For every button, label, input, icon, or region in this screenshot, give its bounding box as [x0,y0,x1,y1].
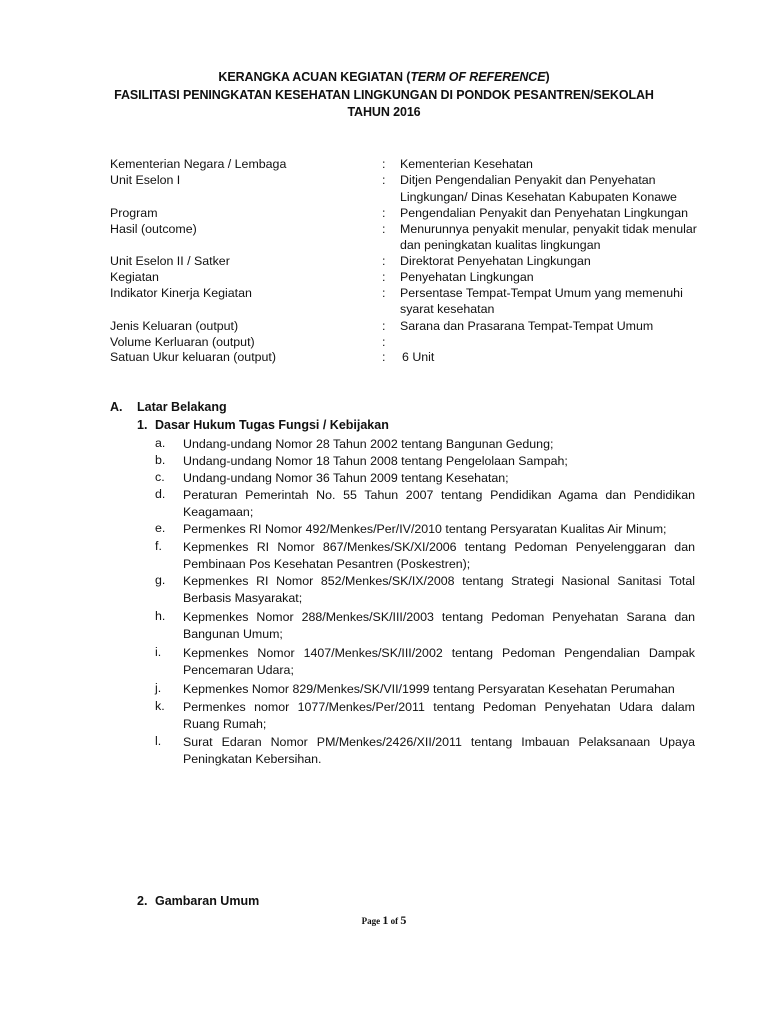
info-value: 6 Unit [402,350,435,364]
info-colon: : [382,173,386,187]
list-item: Kepmenkes Nomor 829/Menkes/SK/VII/1999 tentang Persyaratan Kesehatan Perumahan [183,682,675,696]
info-label: Kegiatan [110,270,159,284]
info-value: Kementerian Kesehatan [400,157,533,171]
page-footer [0,913,768,928]
list-item: Undang-undang Nomor 36 Tahun 2009 tentang Kesehatan; [183,471,509,485]
info-label: Program [110,206,158,220]
info-value: Sarana dan Prasarana Tempat-Tempat Umum [400,319,654,333]
info-label: Unit Eselon II / Satker [110,254,230,268]
info-value-cont: Lingkungan/ Dinas Kesehatan Kabupaten Konawe [400,190,677,204]
info-label: Indikator Kinerja Kegiatan [110,286,252,300]
list-item-letter: e. [155,521,166,535]
list-item: Kepmenkes RI Nomor 867/Menkes/SK/XI/2006 tentang Pedoman Penyelenggaran dan Pembinaan Pos Kesehatan Pesantren (Poskestren); [183,540,695,571]
document-title: KERANGKA ACUAN KEGIATAN (TERM OF REFERENCE) [218,70,550,84]
info-colon: : [382,157,386,171]
list-item-letter: f. [155,539,162,553]
info-colon: : [382,319,386,333]
info-colon: : [382,270,386,284]
list-item: Surat Edaran Nomor PM/Menkes/2426/XII/2011 tentang Imbauan Pelaksanaan Upaya Peningkatan Kebersihan. [183,735,695,766]
document-subtitle: FASILITASI PENINGKATAN KESEHATAN LINGKUNGAN DI PONDOK PESANTREN/SEKOLAH [114,88,654,102]
info-value: Persentase Tempat-Tempat Umum yang memenuhi [400,286,683,300]
info-value: Pengendalian Penyakit dan Penyehatan Lingkungan [400,206,688,220]
info-value: Menurunnya penyakit menular, penyakit tidak menular [400,222,697,236]
list-item: Undang-undang Nomor 18 Tahun 2008 tentang Pengelolaan Sampah; [183,454,568,468]
info-colon: : [382,254,386,268]
list-item-letter: d. [155,487,166,501]
info-value: Direktorat Penyehatan Lingkungan [400,254,591,268]
info-label: Satuan Ukur keluaran (output) [110,350,276,364]
list-item-letter: j. [155,681,162,695]
subsection-1-marker: 1. [137,418,148,432]
list-item-letter: c. [155,470,165,484]
info-colon: : [382,206,386,220]
of-word: of [390,916,399,926]
subsection-2-title: Gambaran Umum [155,894,260,908]
list-item: Undang-undang Nomor 28 Tahun 2002 tentang Bangunan Gedung; [183,437,554,451]
list-item-letter: l. [155,734,162,748]
info-label: Hasil (outcome) [110,222,197,236]
info-label: Volume Kerluaran (output) [110,335,255,349]
info-colon: : [382,350,386,364]
info-label: Unit Eselon I [110,173,181,187]
list-item-letter: b. [155,453,166,467]
title-italic: TERM OF REFERENCE [410,70,546,84]
document-year: TAHUN 2016 [347,105,421,119]
info-value: Ditjen Pengendalian Penyakit dan Penyehatan [400,173,656,187]
subsection-2-marker: 2. [137,894,148,908]
list-item: Kepmenkes Nomor 1407/Menkes/SK/III/2002 tentang Pedoman Pengendalian Dampak Pencemaran Udara; [183,646,695,677]
list-item-letter: h. [155,609,166,623]
list-item: Permenkes RI Nomor 492/Menkes/Per/IV/2010 tentang Persyaratan Kualitas Air Minum; [183,522,667,536]
list-item: Kepmenkes RI Nomor 852/Menkes/SK/IX/2008 tentang Strategi Nasional Sanitasi Total Berbasis Masyarakat; [183,574,695,605]
list-item: Permenkes nomor 1077/Menkes/Per/2011 tentang Pedoman Penyehatan Udara dalam Ruang Rumah; [183,700,695,731]
list-item: Peraturan Pemerintah No. 55 Tahun 2007 tentang Pendidikan Agama dan Pendidikan Keagamaan; [183,488,695,519]
info-label: Jenis Keluaran (output) [110,319,239,333]
info-value: Penyehatan Lingkungan [400,270,534,284]
page-number: 1 [382,913,389,927]
info-colon: : [382,335,386,349]
subsection-1-title: Dasar Hukum Tugas Fungsi / Kebijakan [155,418,389,432]
list-item: Kepmenkes Nomor 288/Menkes/SK/III/2003 tentang Pedoman Penyehatan Sarana dan Bangunan Umum; [183,610,695,641]
page-total: 5 [400,913,407,927]
list-item-letter: g. [155,573,166,587]
section-a-marker: A. [110,400,123,414]
info-colon: : [382,286,386,300]
list-item-letter: a. [155,436,166,450]
info-label: Kementerian Negara / Lembaga [110,157,287,171]
info-value-cont: syarat kesehatan [400,302,495,316]
info-colon: : [382,222,386,236]
section-a-title: Latar Belakang [137,400,227,414]
info-value-cont: dan peningkatan kualitas lingkungan [400,238,601,252]
list-item-letter: k. [155,699,165,713]
list-item-letter: i. [155,645,162,659]
page-word: Page [361,916,381,926]
